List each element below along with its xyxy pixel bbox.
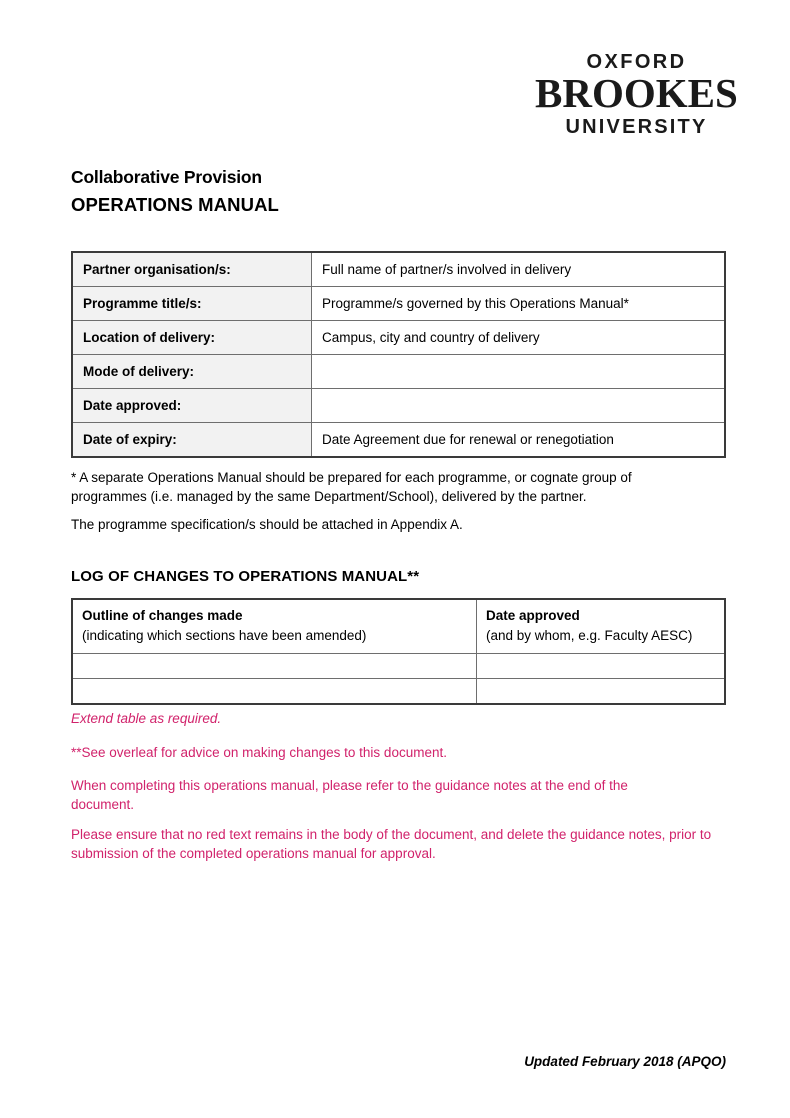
log-header-date-approved [477,599,726,654]
row-value-mode-of-delivery[interactable] [312,355,726,389]
row-label-date-approved: Date approved: [72,389,312,423]
guidance-see-overleaf: **See overleaf for advice on making changes to this document. [71,745,447,760]
title-subtitle: Collaborative Provision [71,167,262,187]
table-row [72,654,725,679]
title-main: OPERATIONS MANUAL [71,193,279,215]
log-entry-date-cell-1[interactable] [477,654,726,679]
footer-updated-date: Updated February 2018 (APQO) [524,1054,726,1069]
oxford-brookes-logo [535,51,738,138]
row-label-location-of-delivery: Location of delivery: [72,321,312,355]
table-row [72,679,725,705]
row-label-date-of-expiry: Date of expiry: [72,423,312,458]
row-value-partner-organisations[interactable]: Full name of partner/s involved in delivery [312,252,726,287]
logo-university-text: UNIVERSITY [565,116,708,138]
guidance-please-ensure: Please ensure that no red text remains in the body of the document, and delete the guidance notes, prior to submission of the completed operations manual for approval. [71,827,712,862]
log-header-date-sub: (and by whom, e.g. Faculty AESC) [486,627,693,643]
table-row [72,252,725,287]
page-title [71,166,671,218]
guidance-extend-table: Extend table as required. [71,711,222,726]
row-value-date-of-expiry[interactable]: Date Agreement due for renewal or renegotiation [312,423,726,458]
row-label-mode-of-delivery: Mode of delivery: [72,355,312,389]
logo-oxford-text: OXFORD [586,51,687,73]
row-label-partner-organisations: Partner organisation/s: [72,252,312,287]
table-row [72,287,725,321]
table-row [72,321,725,355]
log-entry-outline-cell-1[interactable] [72,654,477,679]
log-of-changes-heading: LOG OF CHANGES TO OPERATIONS MANUAL** [71,568,420,585]
log-header-date-main: Date approved [486,608,580,623]
log-of-changes-table [71,598,726,705]
log-entry-outline-cell-2[interactable] [72,679,477,705]
table-row [72,355,725,389]
partnership-details-table [71,251,726,458]
table-row [72,389,725,423]
footnote-asterisk: * A separate Operations Manual should be prepared for each programme, or cognate group of programmes (i.e. managed by the same Department/School), delivered by the partner. [71,470,632,505]
row-value-programme-titles[interactable]: Programme/s governed by this Operations Manual* [312,287,726,321]
row-label-programme-titles: Programme title/s: [72,287,312,321]
log-header-outline-sub: (indicating which sections have been amended) [82,627,367,643]
logo-brookes-text: BROOKES [535,70,738,116]
note-appendix-a: The programme specification/s should be attached in Appendix A. [71,517,463,532]
guidance-when-completing: When completing this operations manual, please refer to the guidance notes at the end of the document. [71,778,628,813]
table-header-row [72,599,725,654]
log-header-outline-of-changes [72,599,477,654]
log-header-outline-main: Outline of changes made [82,608,243,623]
row-value-location-of-delivery[interactable]: Campus, city and country of delivery [312,321,726,355]
row-value-date-approved[interactable] [312,389,726,423]
table-row [72,423,725,458]
log-entry-date-cell-2[interactable] [477,679,726,705]
